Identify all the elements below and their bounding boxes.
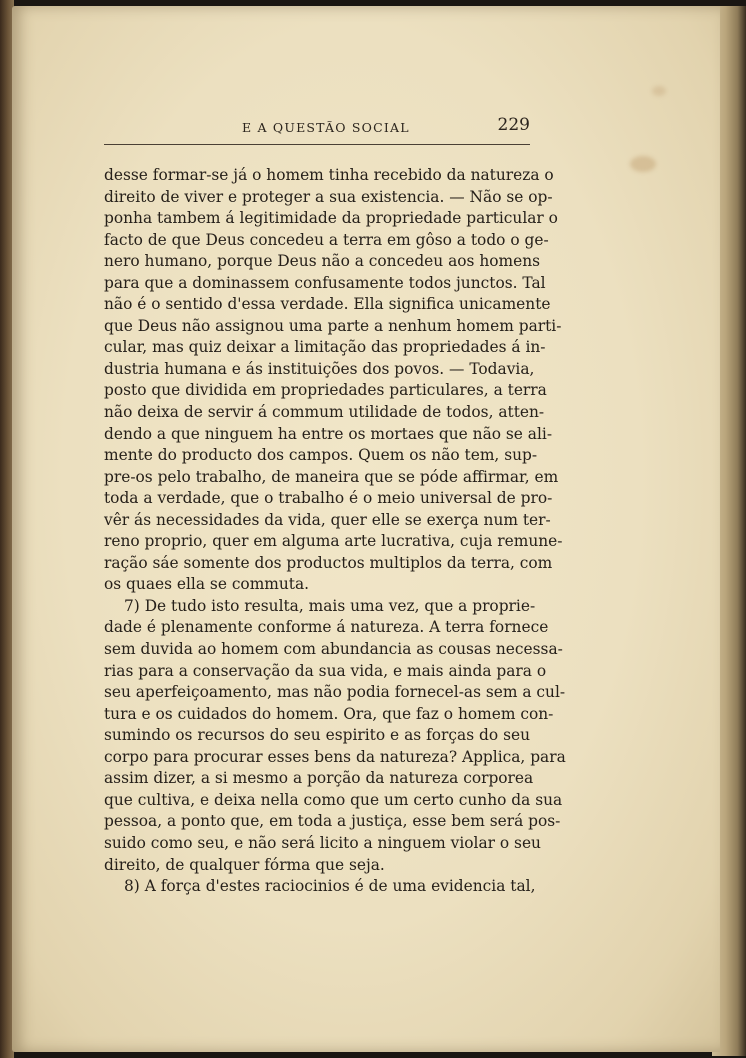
text-line: nero humano, porque Deus não a concedeu aos homens <box>104 252 541 271</box>
text-line: pessoa, a ponto que, em toda a justiça, esse bem será pos- <box>104 812 561 831</box>
text-line: toda a verdade, que o trabalho é o meio universal de pro- <box>104 489 553 508</box>
text-line: 7) De tudo isto resulta, mais uma vez, que a proprie- <box>124 596 536 615</box>
page-number: 229 <box>497 115 530 135</box>
text-line: os quaes ella se commuta. <box>104 575 310 594</box>
text-line: sem duvida ao homem com abundancia as cousas necessa- <box>104 640 563 659</box>
text-line: vêr ás necessidades da vida, quer elle se exerça num ter- <box>104 510 551 529</box>
running-header <box>104 112 530 145</box>
text-line: dendo a que ninguem ha entre os mortaes que não se ali- <box>104 424 553 443</box>
text-line: dade é plenamente conforme á natureza. A terra fornece <box>104 618 549 637</box>
text-line: direito, de qualquer fórma que seja. <box>104 855 385 874</box>
text-line: pre-os pelo trabalho, de maneira que se póde affirmar, em <box>104 467 559 486</box>
text-line: que Deus não assignou uma parte a nenhum homem parti- <box>104 316 562 335</box>
text-line: para que a dominassem confusamente todos junctos. Tal <box>104 273 546 292</box>
body-text <box>104 165 566 898</box>
text-line: que cultiva, e deixa nella como que um certo cunho da sua <box>104 790 563 809</box>
text-line: desse formar-se já o homem tinha recebido da natureza o <box>104 166 554 184</box>
text-line: seu aperfeiçoamento, mas não podia fornecel-as sem a cul- <box>104 683 566 702</box>
text-line: não deixa de servir á commum utilidade de todos, atten- <box>104 403 545 422</box>
text-line: 8) A força d'estes raciocinios é de uma evidencia tal, <box>124 877 536 896</box>
text-line: ração sáe somente dos productos multiplos da terra, com <box>104 553 553 572</box>
paper-stain <box>630 156 656 172</box>
text-line: posto que dividida em propriedades particulares, a terra <box>104 381 547 400</box>
text-line: sumindo os recursos do seu espirito e as forças do seu <box>104 726 530 745</box>
text-line: rias para a conservação da sua vida, e mais ainda para o <box>104 661 547 680</box>
text-line: assim dizer, a si mesmo a porção da natureza corporea <box>104 769 534 788</box>
text-line: reno proprio, quer em alguma arte lucrativa, cuja remune- <box>104 532 563 551</box>
text-line: dustria humana e ás instituições dos povos. — Todavia, <box>104 359 535 378</box>
text-line: não é o sentido d'essa verdade. Ella significa unicamente <box>104 295 551 314</box>
text-line: cular, mas quiz deixar a limitação das propriedades á in- <box>104 338 546 357</box>
text-line: corpo para procurar esses bens da natureza? Applica, para <box>104 747 566 766</box>
text-line: facto de que Deus concedeu a terra em gôso a todo o ge- <box>104 230 549 249</box>
running-title: E A QUESTÃO SOCIAL <box>242 120 410 135</box>
paper-stain <box>652 86 666 96</box>
text-line: tura e os cuidados do homem. Ora, que faz o homem con- <box>104 704 554 723</box>
text-line: ponha tambem á legitimidade da propriedade particular o <box>104 209 558 228</box>
text-line: suido como seu, e não será licito a ninguem violar o seu <box>104 833 541 852</box>
text-line: mente do producto dos campos. Quem os não tem, sup- <box>104 446 538 465</box>
text-line: direito de viver e proteger a sua existencia. — Não se op- <box>104 187 553 206</box>
